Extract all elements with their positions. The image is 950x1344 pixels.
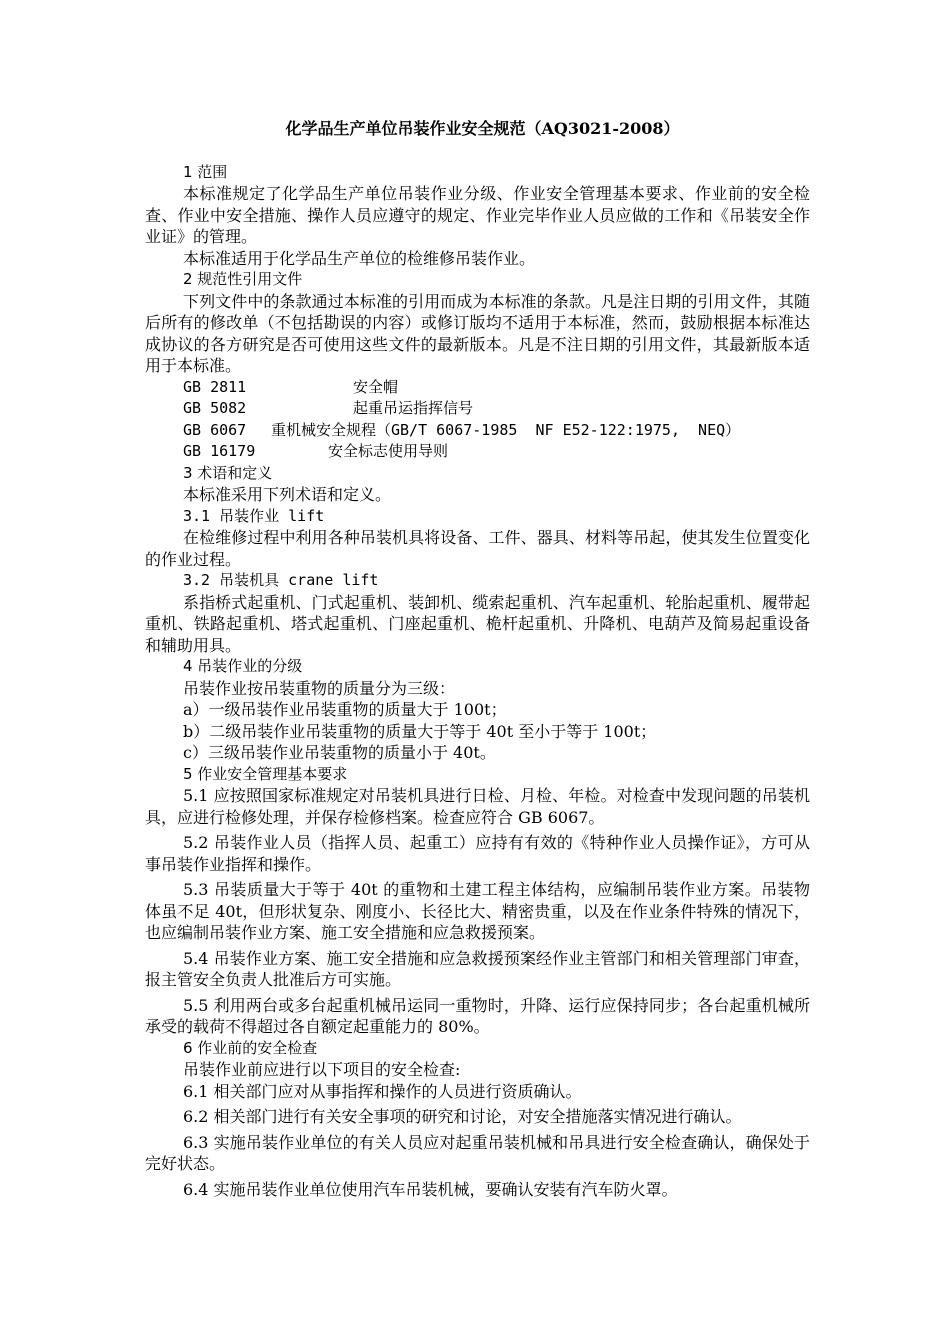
list-item: a）一级吊装作业吊装重物的质量大于 100t； <box>183 700 507 719</box>
section-6-paragraph: 6.3 实施吊装作业单位的有关人员应对起重吊装机械和吊具进行安全检查确认，确保处于完好状态。 <box>145 1132 810 1173</box>
document-page <box>145 118 810 1200</box>
section-5-paragraph: 5.2 吊装作业人员（指挥人员、起重工）应持有有效的《特种作业人员操作证》，方可从事吊装作业指挥和操作。 <box>145 833 810 874</box>
section-5-paragraph: 5.5 利用两台或多台起重机械吊运同一重物时，升降、运行应保持同步；各台起重机械所承受的载荷不得超过各自额定起重能力的 80%。 <box>145 995 810 1036</box>
section-6-heading: 6 作业前的安全检查 <box>183 1038 318 1057</box>
reference-item <box>145 398 810 420</box>
reference-item <box>145 377 810 399</box>
section-5-paragraph: 5.1 应按照国家标准规定对吊装机具进行日检、月检、年检。对检查中发现问题的吊装机具，应进行检修处理，并保存检修档案。检查应符合 GB 6067。 <box>145 786 810 827</box>
reference-code: GB 16179 <box>183 442 256 460</box>
section-6-paragraph: 吊装作业前应进行以下项目的安全检查: <box>183 1060 461 1079</box>
section-4-paragraph: 吊装作业按吊装重物的质量分为三级： <box>183 678 456 698</box>
section-2-heading: 2 规范性引用文件 <box>183 270 303 288</box>
reference-item <box>145 420 810 442</box>
section-6-paragraph: 6.1 相关部门应对从事指挥和操作的人员进行资质确认。 <box>183 1081 582 1101</box>
list-item: c）三级吊装作业吊装重物的质量小于 40t。 <box>183 743 496 762</box>
term-title: 3.2 吊装机具 crane lift <box>183 571 379 589</box>
section-5-paragraph: 5.3 吊装质量大于等于 40t 的重物和土建工程主体结构，应编制吊装作业方案。吊装物体虽不足 40t，但形状复杂、刚度小、长径比大、精密贵重，以及在作业条件特殊的情况下，也应编制吊装作业方案、施工安全措施和应急救援预案。 <box>145 880 810 942</box>
reference-item <box>145 441 810 463</box>
list-item: b）二级吊装作业吊装重物的质量大于等于 40t 至小于等于 100t； <box>183 721 657 741</box>
section-4-heading: 4 吊装作业的分级 <box>183 657 303 675</box>
reference-name: 重机械安全规程（GB/T 6067-1985 NF E52-122:1975, NEQ） <box>271 420 741 439</box>
reference-code: GB 2811 <box>183 377 247 396</box>
section-1-paragraph: 本标准适用于化学品生产单位的检维修吊装作业。 <box>183 248 536 268</box>
reference-name: 安全帽 <box>353 377 399 396</box>
reference-name: 起重吊运指挥信号 <box>353 399 474 417</box>
section-3-heading: 3 术语和定义 <box>183 463 273 482</box>
term-definition: 系指桥式起重机、门式起重机、装卸机、缆索起重机、汽车起重机、轮胎起重机、履带起重机、铁路起重机、塔式起重机、门座起重机、桅杆起重机、升降机、电葫芦及简易起重设备和辅助用具。 <box>145 592 810 655</box>
section-1-paragraph: 本标准规定了化学品生产单位吊装作业分级、作业安全管理基本要求、作业前的安全检查、作业中安全措施、操作人员应遵守的规定、作业完毕作业人员应做的工作和《吊装安全作业证》的管理。 <box>145 184 810 246</box>
section-6-paragraph: 6.4 实施吊装作业单位使用汽车吊装机械，要确认安装有汽车防火罩。 <box>183 1179 678 1199</box>
term-title: 3.1 吊装作业 lift <box>183 506 325 525</box>
document-title: 化学品生产单位吊装作业安全规范（AQ3021-2008） <box>285 119 680 138</box>
term-definition: 在检维修过程中利用各种吊装机具将设备、工件、器具、材料等吊起，使其发生位置变化的作业过程。 <box>145 528 810 569</box>
section-2-paragraph: 下列文件中的条款通过本标准的引用而成为本标准的条款。凡是注日期的引用文件，其随后所有的修改单（不包括勘误的内容）或修订版均不适用于本标准，然而，鼓励根据本标准达成协议的各方研究是否可使用这些文件的最新版本。凡是不注日期的引用文件，其最新版本适用于本标准。 <box>145 291 810 375</box>
section-5-heading: 5 作业安全管理基本要求 <box>183 764 348 783</box>
reference-code: GB 5082 <box>183 399 247 417</box>
section-3-paragraph: 本标准采用下列术语和定义。 <box>183 485 392 504</box>
section-1-heading: 1 范围 <box>183 162 228 181</box>
reference-name: 安全标志使用导则 <box>328 442 449 460</box>
section-6-paragraph: 6.2 相关部门进行有关安全事项的研究和讨论，对安全措施落实情况进行确认。 <box>183 1107 742 1126</box>
section-5-paragraph: 5.4 吊装作业方案、施工安全措施和应急救援预案经作业主管部门和相关管理部门审查，报主管安全负责人批准后方可实施。 <box>145 948 810 989</box>
reference-code: GB 6067 <box>183 420 247 439</box>
